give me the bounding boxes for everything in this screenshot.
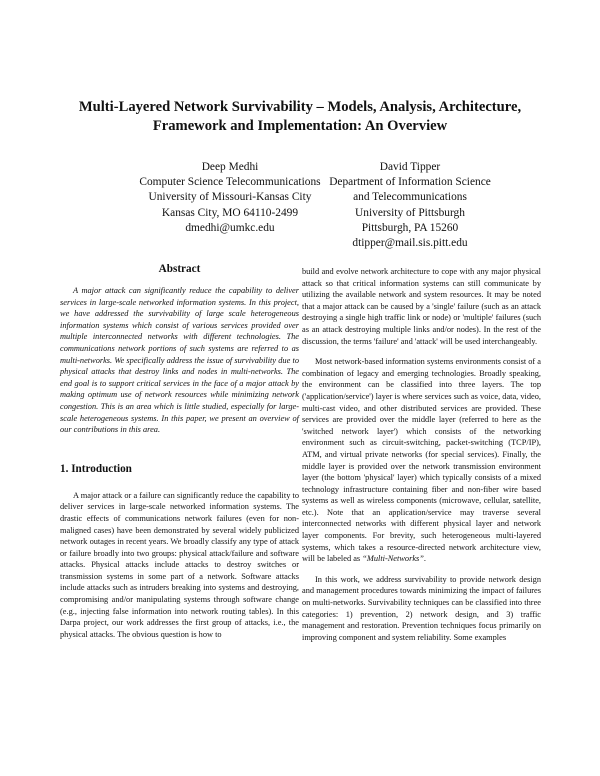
abstract-text: A major attack can significantly reduce the capability to deliver services in large-scale networked information systems. In this project, we have addressed the survivability of large scale heterogeneous information systems which consist of various services provided over multiple interconnected networks with different technologies. The communications network portions of such systems are referred to as multi-networks. We specifically address the issue of survivability due to physical attacks that destroy links and nodes in multi-networks. The end goal is to support critical services in the face of a major attack by making optimum use of network resources while minimizing network congestion. This is an area which is little studied, especially for large-scale heterogeneous systems. In this paper, we present an overview of our contributions in this area.: [60, 286, 299, 435]
body-paragraph-2: [302, 356, 541, 565]
right-column: [302, 266, 541, 643]
introduction-paragraph: A major attack or a failure can significantly reduce the capability to deliver services in large-scale networked information systems. The drastic effects of communications network failures (even for non-maligned cases) have been demonstrated by several widely publicized network outages in recent years. We broadly classify any type of attack or failure broadly into two groups: physical attack/failure and software attacks. Physical attacks include attacks to destroy switches or transmission systems in some part of a network. Software attacks include attacks such as intruders breaking into systems and destroying, compromising and/or manipulating systems through software change (e.g., injecting false information into network routing tables). In this Darpa project, our work addresses the first group of attacks, i.e., the physical attacks. The obvious question is how to: [60, 490, 299, 639]
author-name: David Tipper: [379, 161, 441, 173]
author-department: Department of Information Science: [329, 176, 491, 189]
author-address: Pittsburgh, PA 15260: [361, 221, 459, 234]
multi-networks-term: “Multi-Networks”: [362, 554, 424, 564]
author-email: dmedhi@umkc.edu: [185, 221, 275, 234]
author-university: University of Missouri-Kansas City: [148, 191, 312, 204]
body-paragraph-3: In this work, we address survivability to provide network design and management procedures towards minimizing the impact of failures on multi-networks. Survivability techniques can be classified into three categories: 1) prevention, 2) network design, and 3) traffic management and restoration. Prevention techniques focus primarily on improving component and system reliability. Some examples: [302, 574, 541, 642]
author-department: Computer Science Telecommunications: [139, 176, 321, 189]
body-paragraph-1: build and evolve network architecture to cope with any major physical attack so that critical information systems can still communicate by utilizing the available network and system resources. It may be noted that a major attack can be caused by a 'single' failure (such as an attack destroying a single high traffic link or node) or 'multiple' failures (such as an attack destroying multiple links and/or nodes). In the rest of the discussion, the terms 'failure' and 'attack' will be used interchangeably.: [302, 267, 541, 346]
paper-title: [40, 98, 560, 136]
introduction-heading: 1. Introduction: [60, 462, 132, 475]
paper-title-line-2: Framework and Implementation: An Overview: [152, 118, 448, 134]
author-block-2: [290, 160, 530, 251]
author-email: dtipper@mail.sis.pitt.edu: [352, 237, 468, 250]
body-paragraph-2-text: Most network-based information systems environments consist of a combination of legacy and emerging technologies. Broadly speaking, the environment can be classified into three layers. The top ('application/service') layer is where services such as voice, data, video, multi-cast video, and other distributed services are provided. These services are provided over the middle layer (referred to here as the 'switched network layer') which consists of the networking environment such as circuit-switching, packet-switching (TCP/IP), ATM, and virtual private networks (for special services). Finally, the middle layer is provided over the network transmission environment layer (the bottom 'physical' layer) which typically consists of a mixed technology infrastructure containing fiber and non-fiber wire based systems as well as wireless components (microwave, cellular, satellite, etc.). Note that an application/service may traverse several interconnected networks with different physical layer and network layer components. For brevity, such heterogeneous multi-layered systems, which takes a resource-directed network architecture view, will be labeled as: [302, 357, 541, 564]
abstract-heading: Abstract: [158, 263, 201, 275]
left-column: [60, 262, 299, 640]
paper-title-line-1: Multi-Layered Network Survivability – Models, Analysis, Architecture,: [78, 99, 522, 115]
author-address: Kansas City, MO 64110-2499: [161, 206, 299, 219]
body-paragraph-2-end: .: [423, 554, 427, 564]
author-department-line-2: and Telecommunications: [353, 191, 467, 204]
author-university: University of Pittsburgh: [355, 206, 465, 219]
author-name: Deep Medhi: [201, 161, 259, 173]
